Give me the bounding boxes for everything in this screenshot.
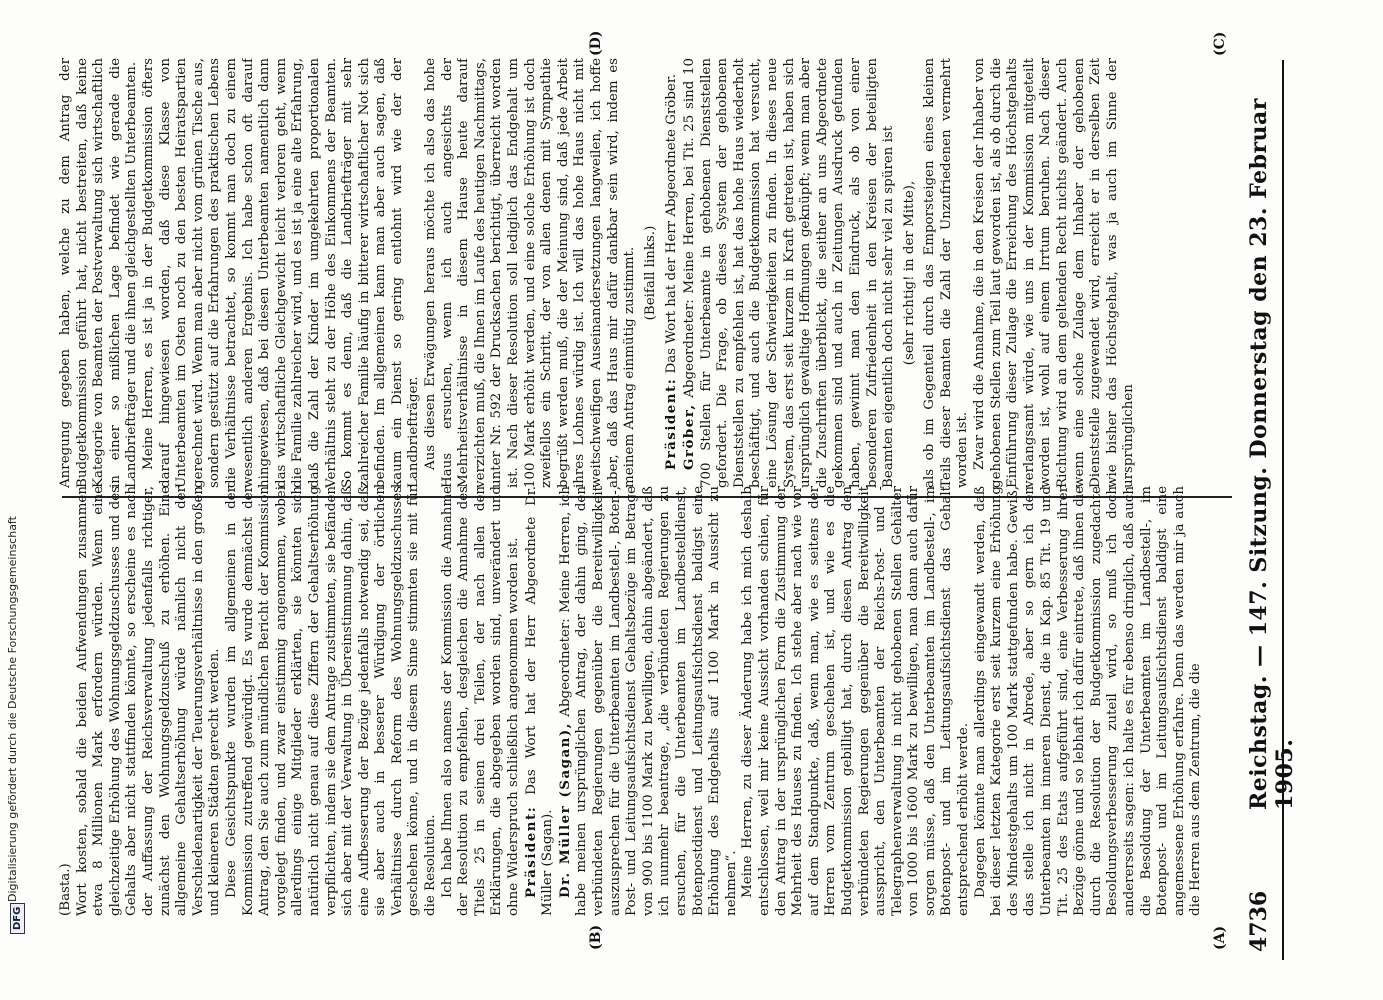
right-text-column bbox=[58, 58, 1233, 488]
page-header bbox=[1242, 60, 1298, 960]
speaker-groeber: Gröber, bbox=[680, 403, 697, 470]
right-paragraph-2: Meine Herren, es ist ja in der Budgetkommission öfters darauf hingewiesen worden, daß diese Klasse von Unterbeamten im Osten noch zu den besten Heiratspartien gerechnet wird. Wenn man aber nicht vom grünen Tische aus, sondern gestützt auf die Erfahrungen des praktischen Lebens die Verhältnisse betrachtet, so kommt man doch zu einem wesentlich anderen Ergebnis. Ich habe schon oft darauf hingewiesen, daß bei diesen Unterbeamten namentlich dann das wirtschaftliche Gleichgewicht leicht verloren geht, wenn die Familie zahlreicher wird, und es ist ja eine alte Erfahrung, daß die Zahl der Kinder im umgekehrten proportionalen Verhältnis steht zu der Höhe des Einkommens der Beamten. So kommt es denn, daß die Landbriefträger mit sehr zahlreicher Familie häufig in bitterer wirtschaftlicher Not sich befinden. Im allgemeinen kann man aber auch sagen, daß kaum ein Dienst so gering entlohnt wird wie der der Landbriefträger. bbox=[140, 58, 422, 488]
speaker-1-text: Das Wort hat der Herr Abgeordnete Dr. Müller (Sagan). bbox=[523, 486, 556, 916]
page-title: Reichstag. — 147. Sitzung. Donnerstag den 23. Februar 1905. bbox=[1246, 98, 1298, 810]
right-paragraph-4: als ob im Gegenteil durch das Emporsteigen eines kleinen Teils dieser Beamten die Zahl der Unzufriedenen vermehrt worden ist. bbox=[922, 58, 971, 488]
right-paragraph-5: Zwar wird die Annahme, die in den Kreisen der Inhaber von gehobenen Stellen zum Teil laut geworden ist, als ob durch die Einführung dieser Zulage die Erreichung des Höchstgehalts verlangsamt würde, wie uns in der Kommission mitgeteilt worden ist, wohl auf einem Irrtum beruhen. Nach dieser Richtung wird an dem geltenden Recht nichts geändert. Auch wenn eine solche Zulage dem Inhaber der gehobenen Dienststelle zugewendet wird, erreicht er in derselben Zeit wie bisher das Höchstgehalt, was ja auch im Sinne der ursprünglichen bbox=[972, 58, 1137, 488]
page-number: 4736 bbox=[1246, 890, 1272, 952]
interjection-note: (sehr richtig! in der Mitte), bbox=[901, 180, 917, 366]
margin-mark-c: (C) bbox=[1212, 31, 1228, 56]
speaker-praesident-1: Präsident: bbox=[522, 805, 539, 898]
left-text-column bbox=[58, 486, 1233, 916]
left-paragraph-5: Dagegen könnte man allerdings eingewandt werden, daß bei dieser letzten Kategorie erst seit kurzem eine Erhöhung des Mindestgehalts um 100 Mark stattgefunden habe. Gewiß, das stelle ich nicht in Abrede, aber so gern ich den Unterbeamten im inneren Dienst, die in Kap. 85 Tit. 19 und Tit. 25 des Etats aufgeführt sind, eine Verbesserung ihrer Bezüge gönne und so lebhaft ich dafür eintrete, daß ihnen die durch die Resolution der Budgetkommission zugedachte Besoldungsverbesserung zuteil wird, so muß ich doch andererseits sagen: ich halte es für ebenso dringlich, daß auch die Besoldung der Unterbeamten im Landbestell-, im Botenpost- und im Leitungsaufsichtsdienst baldigst eine angemessene Erhöhung erfahre. Denn das werden mir ja auch die Herren aus dem Zentrum, die die bbox=[972, 486, 1204, 916]
left-paragraph-4: Meine Herren, zu dieser Änderung habe ich mich deshalb entschlossen, weil mir keine Aussicht vorhanden schien, für den Antrag in der ursprünglichen Form die Zustimmung der Mehrheit des Hauses zu finden. Ich stehe aber nach wie vor auf dem Standpunkte, daß, wenn man, wie es seitens der Herren vom Zentrum geschehen ist, und wie es die Budgetkommission gebilligt hat, durch diesen Antrag den verbündeten Regierungen gegenüber die Bereitwilligkeit ausspricht, den Unterbeamten der Reichs-Post- und -Telegraphenverwaltung in nicht gehobenen Stellen Gehälter von 1000 bis 1600 Mark zu bewilligen, man dann auch dafür sorgen müsse, daß den Unterbeamten im Landbestell-, im Botenpost- und im Leitungsaufsichtsdienst das Gehalt entsprechend erhöht werde. bbox=[740, 486, 972, 916]
speaker-mueller: Dr. Müller (Sagan), bbox=[556, 722, 573, 898]
left-paragraph-2: Diese Gesichtspunkte wurden im allgemeinen in der Kommission zutreffend gewürdigt. Es wurde demnächst der Antrag, den Sie auch zum mündlichen Bericht der Kommission vorgelegt finden, und zwar einstimmig angenommen, wobei allerdings einige Mitglieder erklärten, sie könnten sich natürlich nicht genau auf diese Ziffern der Gehaltserhöhung verpflichten, indem sie dem Antrage zustimmten, sie befänden sich aber mit der Verwaltung in Übereinstimmung dahin, daß eine Aufbesserung der Bezüge jedenfalls notwendig sei, daß sie aber auch in besserer Würdigung der örtlichen Verhältnisse durch Reform des Wohnungsgeldzuschusses geschehen könne, und in diesem Sinne stimmten sie mit für die Resolution. bbox=[223, 486, 439, 916]
applause-note: (Beifall links.) bbox=[642, 225, 658, 321]
speaker-3-text: Das Wort hat der Herr Abgeordnete Gröber. bbox=[664, 73, 680, 374]
dfg-logo: DFG bbox=[10, 903, 25, 934]
left-label-basta: (Basta.) bbox=[58, 863, 73, 916]
credit-text: Digitalisierung gefördert durch die Deutsche Forschungsgemeinschaft bbox=[6, 516, 19, 902]
margin-mark-b: (B) bbox=[588, 924, 604, 950]
left-paragraph-3: Ich habe Ihnen also namens der Kommission die Annahme der Resolution zu empfehlen, desgleichen die Annahme des Titels 25 in seinen drei Teilen, der nach allen den Erklärungen, die abgegeben worden sind, unverändert und ohne Widerspruch schließlich angenommen worden ist. bbox=[439, 486, 522, 916]
right-paragraph-3: Aus diesen Erwägungen heraus möchte ich also das hohe Haus ersuchen, wenn ich auch angesichts der Mehrheitsverhältnisse in diesem Hause heute darauf verzichten muß, die Ihnen im Laufe des heutigen Nachmittags, unter Nr. 592 der Drucksachen berichtigt, überreicht worden ist. Nach dieser Resolution soll lediglich das Endgehalt um 100 Mark erhöht werden, und eine solche Erhöhung ist doch zweifellos ein Schritt, der von allen denen mit Sympathie begrüßt werden muß, die der Meinung sind, daß jede Arbeit ihres Lohnes würdig ist. Ich will das hohe Haus nicht mit weitschweifigen Auseinandersetzungen langweilen, ich hoffe aber, daß das Haus mir dafür dankbar sein wird, indem es meinem Antrag einmütig zustimmt. bbox=[423, 58, 638, 488]
speaker-praesident-2: Präsident: bbox=[663, 377, 680, 470]
margin-mark-a: (A) bbox=[1212, 925, 1228, 950]
speaker-2-text: Abgeordneter: Meine Herren, ich habe meinen ursprünglichen Antrag, der dahin ging, den verbündeten Regierungen gegenüber die Bereitwilligkeit auszusprechen für die Unterbeamten im Landbestell-, Boten-, Post- und Leitungsaufsichtsdienst Gehaltsbezüge im Betrage von 900 bis 1100 Mark zu bewilligen, dahin abgeändert, daß ich nunmehr beantrage, „die verbündeten Regierungen zu ersuchen, für die Unterbeamten im Landbestelldienst, Botenpostdienst und Leitungsaufsichtsdienst baldigst eine Erhöhung des Endgehalts auf 1100 Mark in Aussicht zu nehmen“. bbox=[557, 486, 739, 916]
speaker-4-text: Abgeordneter: Meine Herren, bei Tit. 25 sind 10 700 Stellen für Unterbeamte in gehobenen Dienststellen gefordert. Die Frage, ob dieses System der gehobenen Dienststellen zu empfehlen ist, hat das hohe Haus wiederholt beschäftigt, und auch die Budgetkommission hat versucht, eine Lösung der Schwierigkeiten zu finden. In dieses neue System, das erst seit kurzem in Kraft getreten ist, haben sich ursprünglich gewaltige Hoffnungen geknüpft; wenn man aber die Zuschriften überblickt, die seither an uns Abgeordnete gekommen sind und auch in Zeitungen Ausdruck gefunden haben, gewinnt man den Eindruck, als ob von einer besonderen Zufriedenheit in den Kreisen der beteiligten Beamten eigentlich doch nicht sehr viel zu spüren ist bbox=[681, 58, 897, 488]
margin-mark-d: (D) bbox=[588, 30, 604, 56]
left-paragraph-1: Wort kosten, sobald die beiden Aufwendungen zusammen etwa 8 Millionen Mark erfordern würden. Wenn eine gleichzeitige Erhöhung des Wohnungsgeldzuschusses und des Gehalts aber nicht stattfinden könnte, so erscheine es nach der Auffassung der Reichsverwaltung jedenfalls richtiger, zunächst den Wohnungsgeldzuschuß zu erhöhen. Eine allgemeine Gehaltserhöhung würde nämlich nicht der Verschiedenartigkeit der Teuerungsverhältnisse in den großen und kleineren Städten gerecht werden. bbox=[74, 486, 223, 916]
right-paragraph-1: Anregung gegeben haben, welche zu dem Antrag der Budgetkommission geführt hat, nicht bestreiten, daß keine Kategorie von Beamten der Postverwaltung sich wirtschaftlich in einer so mißlichen Lage befindet wie gerade die Landbriefträger und die ihnen gleichgestellten Unterbeamten. bbox=[58, 58, 140, 488]
credit-line bbox=[6, 42, 23, 942]
